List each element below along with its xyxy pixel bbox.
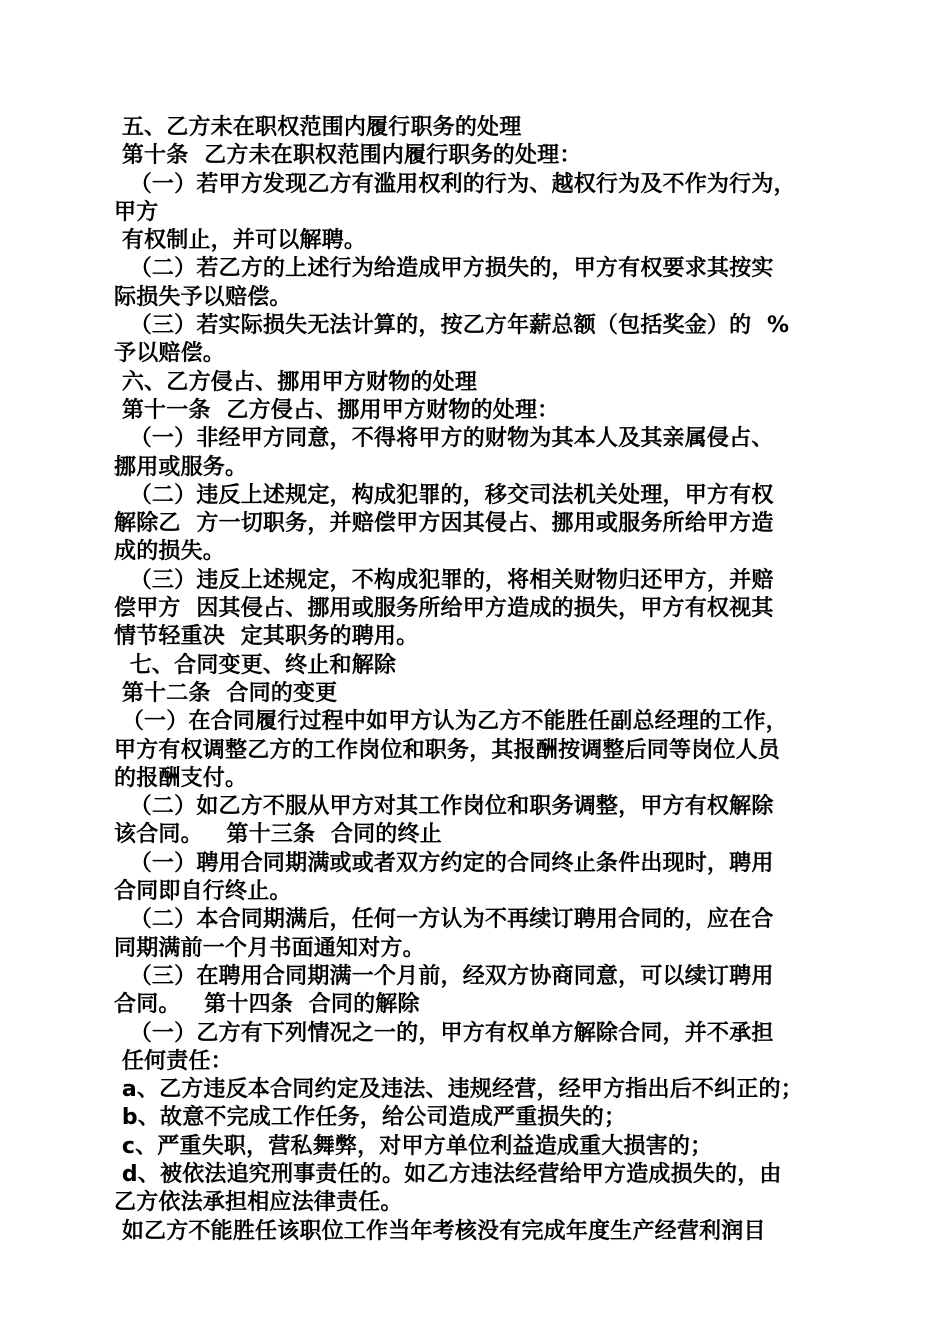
text-line: 合同。 第十四条 合同的解除 xyxy=(114,992,420,1018)
text-line: 情节轻重决 定其职务的聘用。 xyxy=(114,624,419,650)
list-item-c: c、严重失职，营私舞弊，对甲方单位利益造成重大损害的； xyxy=(114,1133,713,1159)
text-line: 如乙方不能胜任该职位工作当年考核没有完成年度生产经营利润目 xyxy=(114,1218,766,1244)
list-item-d: d、被依法追究刑事责任的。如乙方违法经营给甲方造成损失的，由 xyxy=(114,1161,782,1187)
section-heading-6: 六、乙方侵占、挪用甲方财物的处理 xyxy=(114,369,478,395)
text-line: （一）若甲方发现乙方有滥用权利的行为、越权行为及不作为行为， xyxy=(114,171,796,197)
list-item-b: b、故意不完成工作任务，给公司造成严重损失的； xyxy=(114,1105,627,1131)
text-line: 有权制止，并可以解聘。 xyxy=(114,228,367,254)
text-line: 该合同。 第十三条 合同的终止 xyxy=(114,822,442,848)
text-line: 际损失予以赔偿。 xyxy=(114,284,292,310)
text-line: 合同即自行终止。 xyxy=(114,879,292,905)
text-line: （一）在合同履行过程中如甲方认为乙方不能胜任副总经理的工作， xyxy=(114,709,788,735)
text-line: 予以赔偿。 xyxy=(114,341,226,367)
text-line: （二）违反上述规定，构成犯罪的，移交司法机关处理，甲方有权 xyxy=(114,482,774,508)
text-line: 偿甲方 因其侵占、挪用或服务所给甲方造成的损失，甲方有权视其 xyxy=(114,596,774,622)
text-line: （一）非经甲方同意，不得将甲方的财物为其本人及其亲属侵占、 xyxy=(114,426,774,452)
text-line: 解除乙 方一切职务，并赔偿甲方因其侵占、挪用或服务所给甲方造 xyxy=(114,511,774,537)
article-10-heading: 第十条 乙方未在职权范围内履行职务的处理： xyxy=(114,143,582,169)
text-line: 甲方有权调整乙方的工作岗位和职务，其报酬按调整后同等岗位人员 xyxy=(114,737,781,763)
section-heading-7: 七、合同变更、终止和解除 xyxy=(114,652,397,678)
text-line: （二）本合同期满后，任何一方认为不再续订聘用合同的，应在合 xyxy=(114,907,774,933)
text-line: （三）在聘用合同期满一个月前，经双方协商同意，可以续订聘用 xyxy=(114,963,774,989)
text-line: （一）聘用合同期满或或者双方约定的合同终止条件出现时，聘用 xyxy=(114,850,774,876)
text-line: 成的损失。 xyxy=(114,539,226,565)
text-line: 乙方依法承担相应法律责任。 xyxy=(114,1190,403,1216)
contract-text xyxy=(114,114,844,1246)
text-line: （二）若乙方的上述行为给造成甲方损失的，甲方有权要求其按实 xyxy=(114,256,774,282)
text-line: 甲方 xyxy=(114,199,159,225)
section-heading-5: 五、乙方未在职权范围内履行职务的处理 xyxy=(114,115,522,140)
text-line: （一）乙方有下列情况之一的，甲方有权单方解除合同，并不承担 xyxy=(114,1020,774,1046)
article-12-heading: 第十二条 合同的变更 xyxy=(114,680,338,706)
text-line: （三）若实际损失无法计算的，按乙方年薪总额（包括奖金）的 % xyxy=(114,313,790,339)
text-line: 任何责任： xyxy=(114,1048,233,1074)
text-line: （二）如乙方不服从甲方对其工作岗位和职务调整，甲方有权解除 xyxy=(114,794,774,820)
article-11-heading: 第十一条 乙方侵占、挪用甲方财物的处理： xyxy=(114,397,560,423)
text-line: 挪用或服务。 xyxy=(114,454,248,480)
text-line: 的报酬支付。 xyxy=(114,765,248,791)
text-line: 同期满前一个月书面通知对方。 xyxy=(114,935,425,961)
list-item-a: a、乙方违反本合同约定及违法、违规经营，经甲方指出后不纠正的； xyxy=(114,1077,803,1103)
text-line: （三）违反上述规定，不构成犯罪的，将相关财物归还甲方，并赔 xyxy=(114,567,774,593)
